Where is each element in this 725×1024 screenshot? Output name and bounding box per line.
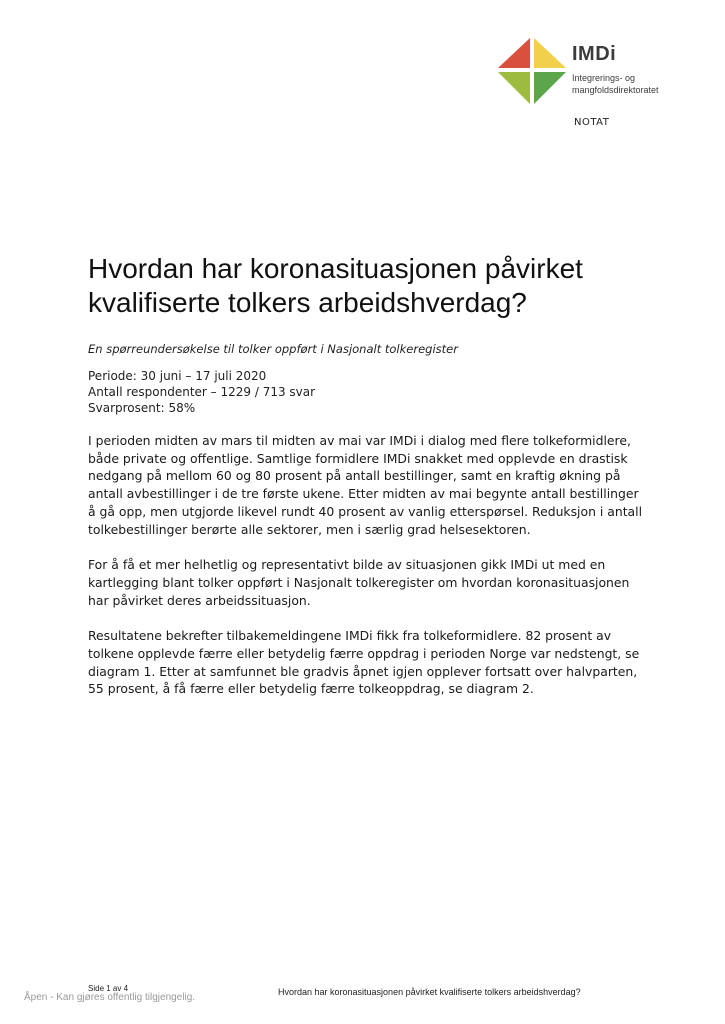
logo-red-triangle: [498, 38, 530, 68]
text-line: 55 prosent, å få færre eller betydelig færre tolkeoppdrag, se diagram 2.: [88, 681, 534, 697]
logo-olive-triangle: [498, 72, 530, 104]
text-line: nedgang på mellom 60 og 80 prosent på antall bestillinger, samt en kraftig økning på: [88, 468, 621, 484]
survey-response-rate: Svarprosent: 58%: [88, 401, 196, 415]
text-line: diagram 1. Etter at samfunnet ble gradvis åpnet igjen opplever fortsatt over halvparten,: [88, 663, 638, 679]
text-line: For å få et mer helhetlig og representativt bilde av situasjonen gikk IMDi ut med en: [88, 557, 606, 573]
text-line: I perioden midten av mars til midten av mai var IMDi i dialog med flere tolkeformidlere,: [88, 433, 631, 448]
logo-subtitle: [572, 72, 682, 96]
logo-yellow-triangle: [534, 38, 566, 68]
imdi-logo: [498, 38, 678, 104]
page-number: Side 1 av 4: [88, 984, 129, 993]
text-line: har påvirket deres arbeidssituasjon.: [88, 592, 311, 608]
classification-label: Åpen - Kan gjøres offentlig tilgjengelig.: [24, 992, 196, 1003]
document-subtitle: En spørreundersøkelse til tolker oppført i Nasjonalt tolkeregister: [88, 342, 458, 356]
text-line: Resultatene bekrefter tilbakemeldingene IMDi fikk fra tolkeformidlere. 82 prosent av: [88, 628, 612, 644]
body-paragraph: [88, 627, 668, 698]
text-line: tolkebestillinger berørte alle sektorer, men i særlig grad helsesektoren.: [88, 521, 531, 537]
body-paragraph: [88, 556, 668, 609]
text-line: å gå opp, men utgjorde likevel rundt 40 prosent av vanlig etterspørsel. Reduksjon i antall: [88, 503, 643, 519]
title-line: Hvordan har koronasituasjonen påvirket: [88, 253, 583, 284]
survey-period: Periode: 30 juni – 17 juli 2020: [88, 369, 267, 383]
document-title: [88, 252, 688, 320]
logo-subtitle-line: mangfoldsdirektoratet: [572, 85, 659, 95]
logo-green-triangle: [534, 72, 566, 104]
logo-name: IMDi: [572, 43, 617, 65]
body-paragraph: [88, 432, 668, 538]
title-line: kvalifiserte tolkers arbeidshverdag?: [88, 287, 527, 318]
text-line: tolkene opplevde færre eller betydelig færre oppdrag i perioden Norge var nedstengt, se: [88, 646, 640, 662]
survey-metadata: [88, 368, 315, 416]
text-line: antall avbestillinger i de tre første ukene. Etter midten av mai begynte antall bestillinger: [88, 486, 639, 502]
document-body: [88, 432, 668, 716]
imdi-logo-mark-icon: [498, 38, 566, 104]
text-line: kartlegging blant tolker oppført i Nasjonalt tolkeregister om hvordan koronasituasjonen: [88, 574, 630, 590]
survey-respondents: Antall respondenter – 1229 / 713 svar: [88, 385, 316, 399]
footer-running-title: Hvordan har koronasituasjonen påvirket kvalifiserte tolkers arbeidshverdag?: [278, 987, 581, 997]
document-type-label: NOTAT: [574, 117, 610, 128]
logo-subtitle-line: Integrerings- og: [572, 73, 636, 83]
text-line: både private og offentlige. Samtlige formidlere IMDi snakket med opplevde en drastisk: [88, 450, 628, 466]
